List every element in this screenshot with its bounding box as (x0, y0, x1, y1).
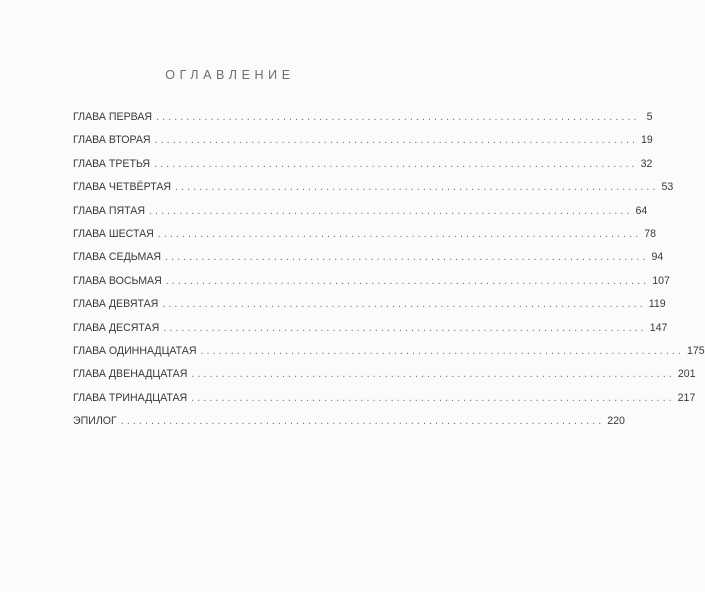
toc-entry (73, 274, 670, 298)
toc-entry (73, 251, 664, 274)
toc-entry-label: ГЛАВА ДЕСЯТАЯ (73, 321, 160, 334)
toc-entry-label: ГЛАВА ПЕРВАЯ (73, 111, 153, 123)
toc-entry-page: 94 (651, 251, 664, 264)
toc-entry-label: ГЛАВА ПЯТАЯ (73, 204, 145, 217)
toc-leader-dots: ................................................................................ (148, 204, 633, 217)
toc-leader-dots: ................................................................................ (120, 415, 605, 428)
toc-entry-page: 5 (646, 111, 653, 123)
toc-entry-page: 19 (641, 134, 653, 147)
toc-entry-page: 78 (644, 227, 657, 240)
toc-leader-dots: ................................................................................ (154, 134, 639, 147)
toc-entry-label: ГЛАВА ОДИННАДЦАТАЯ (73, 344, 197, 357)
toc-entry-label: ГЛАВА ВОСЬМАЯ (73, 274, 162, 287)
toc-entry (73, 227, 657, 251)
toc-entry-label: ГЛАВА СЕДЬМАЯ (73, 251, 162, 264)
toc-leader-dots: ................................................................................ (191, 391, 675, 404)
toc-leader-dots: ................................................................................ (157, 227, 642, 240)
toc-entry-page: 64 (635, 204, 648, 217)
toc-entry-page: 175 (686, 344, 705, 357)
toc-leader-dots: ................................................................................ (165, 274, 650, 287)
toc-entry (73, 391, 696, 415)
toc-leader-dots: ................................................................................ (191, 368, 675, 381)
toc-entry (73, 368, 696, 391)
toc-entry-page: 217 (677, 391, 696, 404)
toc-entry-page: 119 (648, 298, 666, 311)
toc-list (73, 111, 705, 438)
toc-entry (73, 321, 668, 345)
toc-entry (73, 181, 674, 204)
toc-entry-label: ГЛАВА ДВЕНАДЦАТАЯ (73, 368, 188, 381)
toc-entry-page: 220 (607, 415, 625, 428)
toc-leader-dots: ................................................................................ (163, 321, 647, 334)
toc-entry-page: 201 (677, 368, 696, 381)
toc-entry-label: ГЛАВА ВТОРАЯ (73, 134, 151, 147)
toc-entry (73, 157, 653, 181)
toc-entry-label: ГЛАВА ЧЕТВЁРТАЯ (73, 181, 172, 194)
toc-leader-dots: ................................................................................ (200, 344, 684, 357)
toc-entry (73, 204, 648, 228)
toc-entry-page: 147 (649, 321, 668, 334)
toc-entry-label: ЭПИЛОГ (73, 415, 117, 428)
toc-leader-dots: ................................................................................ (175, 181, 659, 194)
toc-entry (73, 415, 625, 438)
toc-leader-dots: ................................................................................ (156, 111, 640, 123)
toc-title: ОГЛАВЛЕНИЕ (165, 68, 295, 82)
toc-leader-dots: ................................................................................ (165, 251, 649, 264)
toc-entry (73, 298, 666, 321)
toc-entry (73, 134, 653, 157)
toc-entry-label: ГЛАВА ДЕВЯТАЯ (73, 298, 159, 311)
toc-entry (73, 111, 653, 134)
toc-entry-label: ГЛАВА ТРИНАДЦАТАЯ (73, 391, 188, 404)
toc-entry (73, 344, 705, 368)
toc-leader-dots: ................................................................................ (162, 298, 646, 311)
toc-leader-dots: ................................................................................ (154, 157, 638, 170)
toc-entry-label: ГЛАВА ШЕСТАЯ (73, 227, 154, 240)
toc-entry-label: ГЛАВА ТРЕТЬЯ (73, 157, 151, 170)
toc-entry-page: 53 (661, 181, 674, 194)
toc-entry-page: 32 (640, 157, 653, 170)
toc-entry-page: 107 (652, 274, 670, 287)
